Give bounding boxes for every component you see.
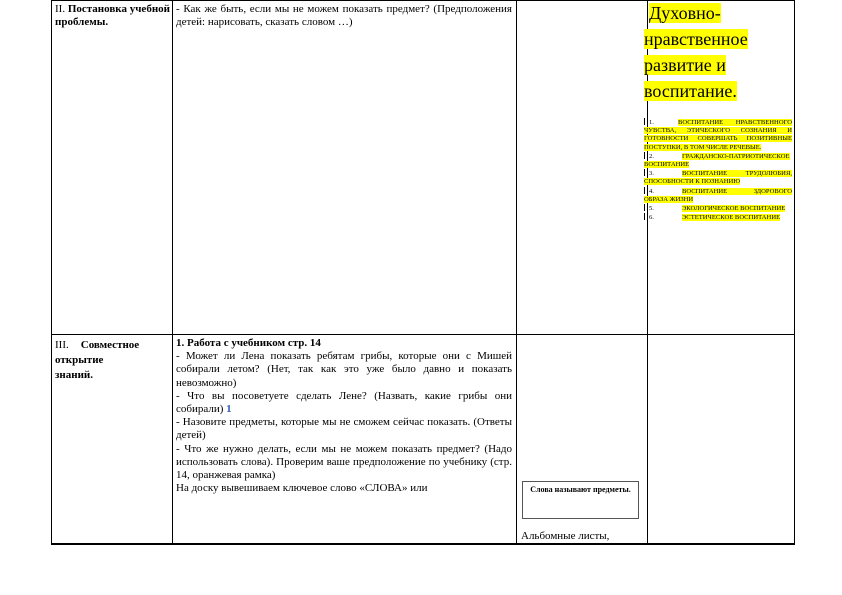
stage-cell-row2	[55, 338, 170, 383]
paragraph: - Может ли Лена показать ребятам грибы, которые они с Мишей собирали летом? (Нет, так как это уже было давно и показать невозможно)	[176, 350, 512, 389]
materials-text: Альбомные листы,	[521, 530, 610, 542]
values-cell	[644, 0, 792, 222]
values-list-item: 4. ВОСПИТАНИЕ ЗДОРОВОГО ОБРАЗА ЖИЗНИ	[644, 187, 792, 203]
table-bottom-border	[51, 543, 795, 545]
stage-number: III.	[55, 339, 69, 351]
content-cell-row1	[176, 3, 512, 29]
task-heading: 1. Работа с учебником стр. 14	[176, 337, 321, 349]
problem-question: - Как же быть, если мы не можем показать предмет? (Предположения детей: нарисовать, сказать словом …)	[176, 3, 512, 28]
values-title-line1: Духовно-	[649, 3, 721, 23]
paragraph: На доску вывешиваем ключевое слово «СЛОВА» или	[176, 482, 428, 495]
values-list	[644, 118, 792, 222]
values-list-item: 6. ЭСТЕТИЧЕСКОЕ ВОСПИТАНИЕ	[644, 213, 792, 222]
stage-title: Совместное	[80, 339, 140, 351]
paragraph: - Что вы посоветуете сделать Лене? (Назвать, какие грибы они собирали) 1	[176, 389, 512, 416]
content-cell-row2	[176, 337, 512, 495]
column-divider-1	[172, 0, 173, 545]
stage-cell-row1	[55, 3, 170, 29]
stage-title-rest: открытие знаний.	[55, 354, 104, 381]
values-title-line3: развитие и	[644, 55, 726, 75]
values-title-line4: воспитание.	[644, 81, 737, 101]
note-card: Слова называют предметы.	[522, 481, 639, 519]
paragraph: - Что же нужно делать, если мы не можем показать предмет? (Надо использовать слова). Проверим ваше предположение по учебнику (стр. 14, оранжевая рамка)	[176, 442, 512, 482]
table-right-border	[794, 0, 795, 545]
stage-title: Постановка учебной проблемы.	[55, 3, 170, 28]
stage-number: II.	[55, 3, 66, 15]
lesson-table	[51, 0, 795, 544]
values-title	[644, 0, 792, 104]
table-left-border	[51, 0, 52, 545]
values-list-item: 2. ГРАЖДАНСКО-ПАТРИОТИЧЕСКОЕ ВОСПИТАНИЕ	[644, 152, 790, 169]
values-list-item: 5. ЭКОЛОГИЧЕСКОЕ ВОСПИТАНИЕ	[644, 204, 792, 213]
paragraph: - Назовите предметы, которые мы не сможем сейчас показать. (Ответы детей)	[176, 416, 512, 442]
column-divider-2	[516, 0, 517, 545]
values-title-line2: нравственное	[644, 29, 748, 49]
footnote-mark: 1	[226, 403, 232, 416]
values-list-item: 1. ВОСПИТАНИЕ НРАВСТВЕННОГО ЧУВСТВА, ЭТИЧЕСКОГО СОЗНАНИЯ И ГОТОВНОСТИ СОВЕРШАТЬ ПОЗИТИВНЫЕ ПОСТУПКИ, В ТОМ ЧИСЛЕ РЕЧЕВЫЕ.	[644, 119, 792, 151]
row-divider	[51, 334, 795, 335]
values-list-item: 3. ВОСПИТАНИЕ ТРУДОЛЮБИЯ, СПОСОБНОСТИ К ПОЗНАНИЮ	[644, 170, 792, 186]
